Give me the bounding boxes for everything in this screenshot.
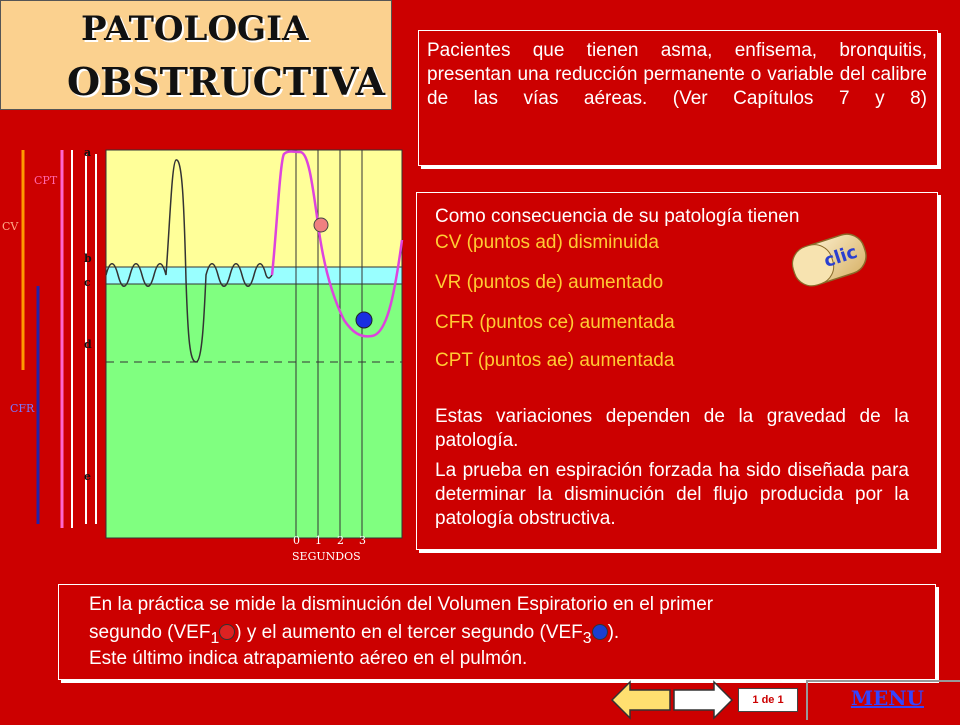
- cpt-item: CPT (puntos ae) aumentada: [435, 350, 675, 371]
- x-axis-label: SEGUNDOS: [292, 550, 361, 563]
- title-line-2: OBSTRUCTIVA: [67, 59, 385, 104]
- point-b-label: b: [84, 252, 92, 265]
- cv-item: CV (puntos ad) disminuida: [435, 232, 659, 253]
- variations-text: Estas variaciones dependen de la gravedad de la patología.: [435, 406, 909, 451]
- vef1-subscript: 1: [210, 629, 220, 647]
- vr-item: VR (puntos de) aumentado: [435, 272, 664, 293]
- vef3-dot: [592, 624, 608, 640]
- vef1-point: [314, 218, 328, 232]
- title-box: [0, 0, 392, 110]
- arrow-left-icon: [612, 682, 670, 718]
- cfr-label: CFR: [10, 402, 35, 415]
- consequence-intro: Como consecuencia de su patología tienen: [435, 206, 800, 227]
- page-counter: 1 de 1: [738, 688, 798, 712]
- practice-panel: [58, 584, 936, 680]
- practice-line-3: Este último indica atrapamiento aéreo en el pulmón.: [89, 648, 528, 669]
- practice-line-2a: segundo (VEF: [89, 622, 211, 643]
- point-a-label: a: [84, 146, 92, 159]
- tidal-zone-yellow: [106, 150, 402, 267]
- practice-line-2b: ) y el aumento en el tercer segundo (VEF: [235, 622, 583, 643]
- vef1-dot: [219, 624, 235, 640]
- practice-line-1: En la práctica se mide la disminución del Volumen Espiratorio en el primer: [89, 594, 714, 615]
- point-e-label: e: [84, 470, 91, 483]
- title-line-1: PATOLOGIA: [81, 9, 309, 49]
- vef3-point: [356, 312, 372, 328]
- tick-2: 2: [337, 534, 344, 547]
- clic-label: clic: [821, 241, 860, 272]
- cpt-label: CPT: [34, 174, 58, 187]
- intro-panel: [418, 30, 938, 166]
- tick-3: 3: [359, 534, 366, 547]
- cfr-item: CFR (puntos ce) aumentada: [435, 312, 675, 333]
- forced-test-text: La prueba en espiración forzada ha sido diseñada para determinar la disminución del flujo producida por la patología obstructiva.: [435, 460, 909, 529]
- cv-label: CV: [2, 220, 19, 233]
- point-c-label: c: [84, 276, 91, 289]
- vef3-subscript: 3: [582, 629, 592, 647]
- point-d-label: d: [84, 338, 92, 351]
- next-button[interactable]: [672, 680, 736, 725]
- clic-button[interactable]: [784, 226, 874, 292]
- practice-line-2c: ).: [607, 622, 620, 643]
- intro-text: Pacientes que tienen asma, enfisema, bronquitis, presentan una reducción permanente o variable del calibre de las vías aéreas. (Ver Capítulos 7 y 8): [427, 40, 927, 109]
- menu-link[interactable]: MENU: [850, 686, 924, 710]
- tick-0: 0: [293, 534, 300, 547]
- tick-1: 1: [315, 534, 322, 547]
- spirometry-diagram: [0, 140, 416, 580]
- arrow-right-icon: [674, 682, 732, 718]
- previous-button[interactable]: [608, 680, 672, 725]
